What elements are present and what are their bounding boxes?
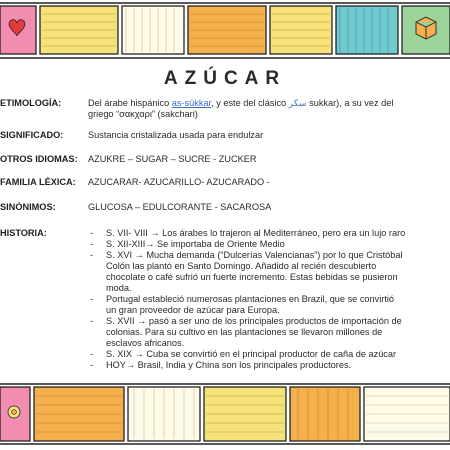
- etimologia-text-2: , y este del clásico: [211, 98, 289, 108]
- historia-item: - S. XII-XIII→ Se importaba de Oriente Medio: [88, 239, 450, 250]
- link-as-sukkar[interactable]: as-súkkar: [171, 98, 212, 108]
- historia-item: - S. XVII → pasó a ser uno de los principales productos de importación de colonias. Para su cultivo en las plantaciones se llevaron millones de esclavos africanos.: [88, 316, 450, 349]
- historia-item: - HOY→ Brasil, India y China son los principales productores.: [88, 360, 450, 371]
- label-sinonimos: SINÓNIMOS:: [0, 202, 56, 212]
- bottom-decorative-border: [0, 378, 450, 450]
- page-title: AZÚCAR: [163, 68, 287, 89]
- label-significado: SIGNIFICADO:: [0, 130, 64, 140]
- label-etimologia: ETIMOLOGÍA:: [0, 98, 62, 108]
- value-significado: Sustancia cristalizada usada para endulzar: [88, 130, 264, 140]
- flower-icon: [8, 406, 20, 418]
- etimologia-text-3: sukkar), a su vez del: [306, 98, 394, 108]
- historia-item: - S. XIX → Cuba se convirtió en el principal productor de caña de azúcar: [88, 349, 450, 360]
- value-sinonimos: GLUCOSA – EDULCORANTE - SACAROSA: [88, 202, 272, 212]
- value-familia-lexica: AZUCARAR- AZUCARILLO- AZUCARADO -: [88, 177, 270, 187]
- historia-item: - S. XVI → Mucha demanda (“Dulcerías Valencianas”) por lo que Cristóbal Colón las plantó en Santo Domingo. Añadido al recién descubierto chocolate o café sufrió un fuerte incremento. Estas bebidas se pusieron moda.: [88, 250, 450, 294]
- label-historia: HISTORIA:: [0, 228, 47, 238]
- etimologia-text-1: Del árabe hispánico: [88, 98, 172, 108]
- top-decorative-border: [0, 0, 450, 62]
- historia-list: [88, 228, 450, 371]
- cube-icon: [416, 17, 436, 39]
- arabic-word: سكر: [288, 98, 307, 108]
- label-otros-idiomas: OTROS IDIOMAS:: [0, 154, 78, 164]
- label-familia-lexica: FAMILIA LÉXICA:: [0, 177, 76, 187]
- etimologia-text-4: griego “σακχαρι” (sakchari): [88, 109, 198, 119]
- value-otros-idiomas: AZUKRE – SUGAR – SUCRE - ZUCKER: [88, 154, 257, 164]
- historia-item: - S. VII- VIII → Los árabes lo trajeron al Mediterráneo, pero era un lujo raro: [88, 228, 450, 239]
- historia-item: - Portugal estableció numerosas plantaciones en Brazil, que se convirtió un gran proveedor de azúcar para Europa.: [88, 294, 450, 316]
- value-etimologia: [88, 98, 450, 120]
